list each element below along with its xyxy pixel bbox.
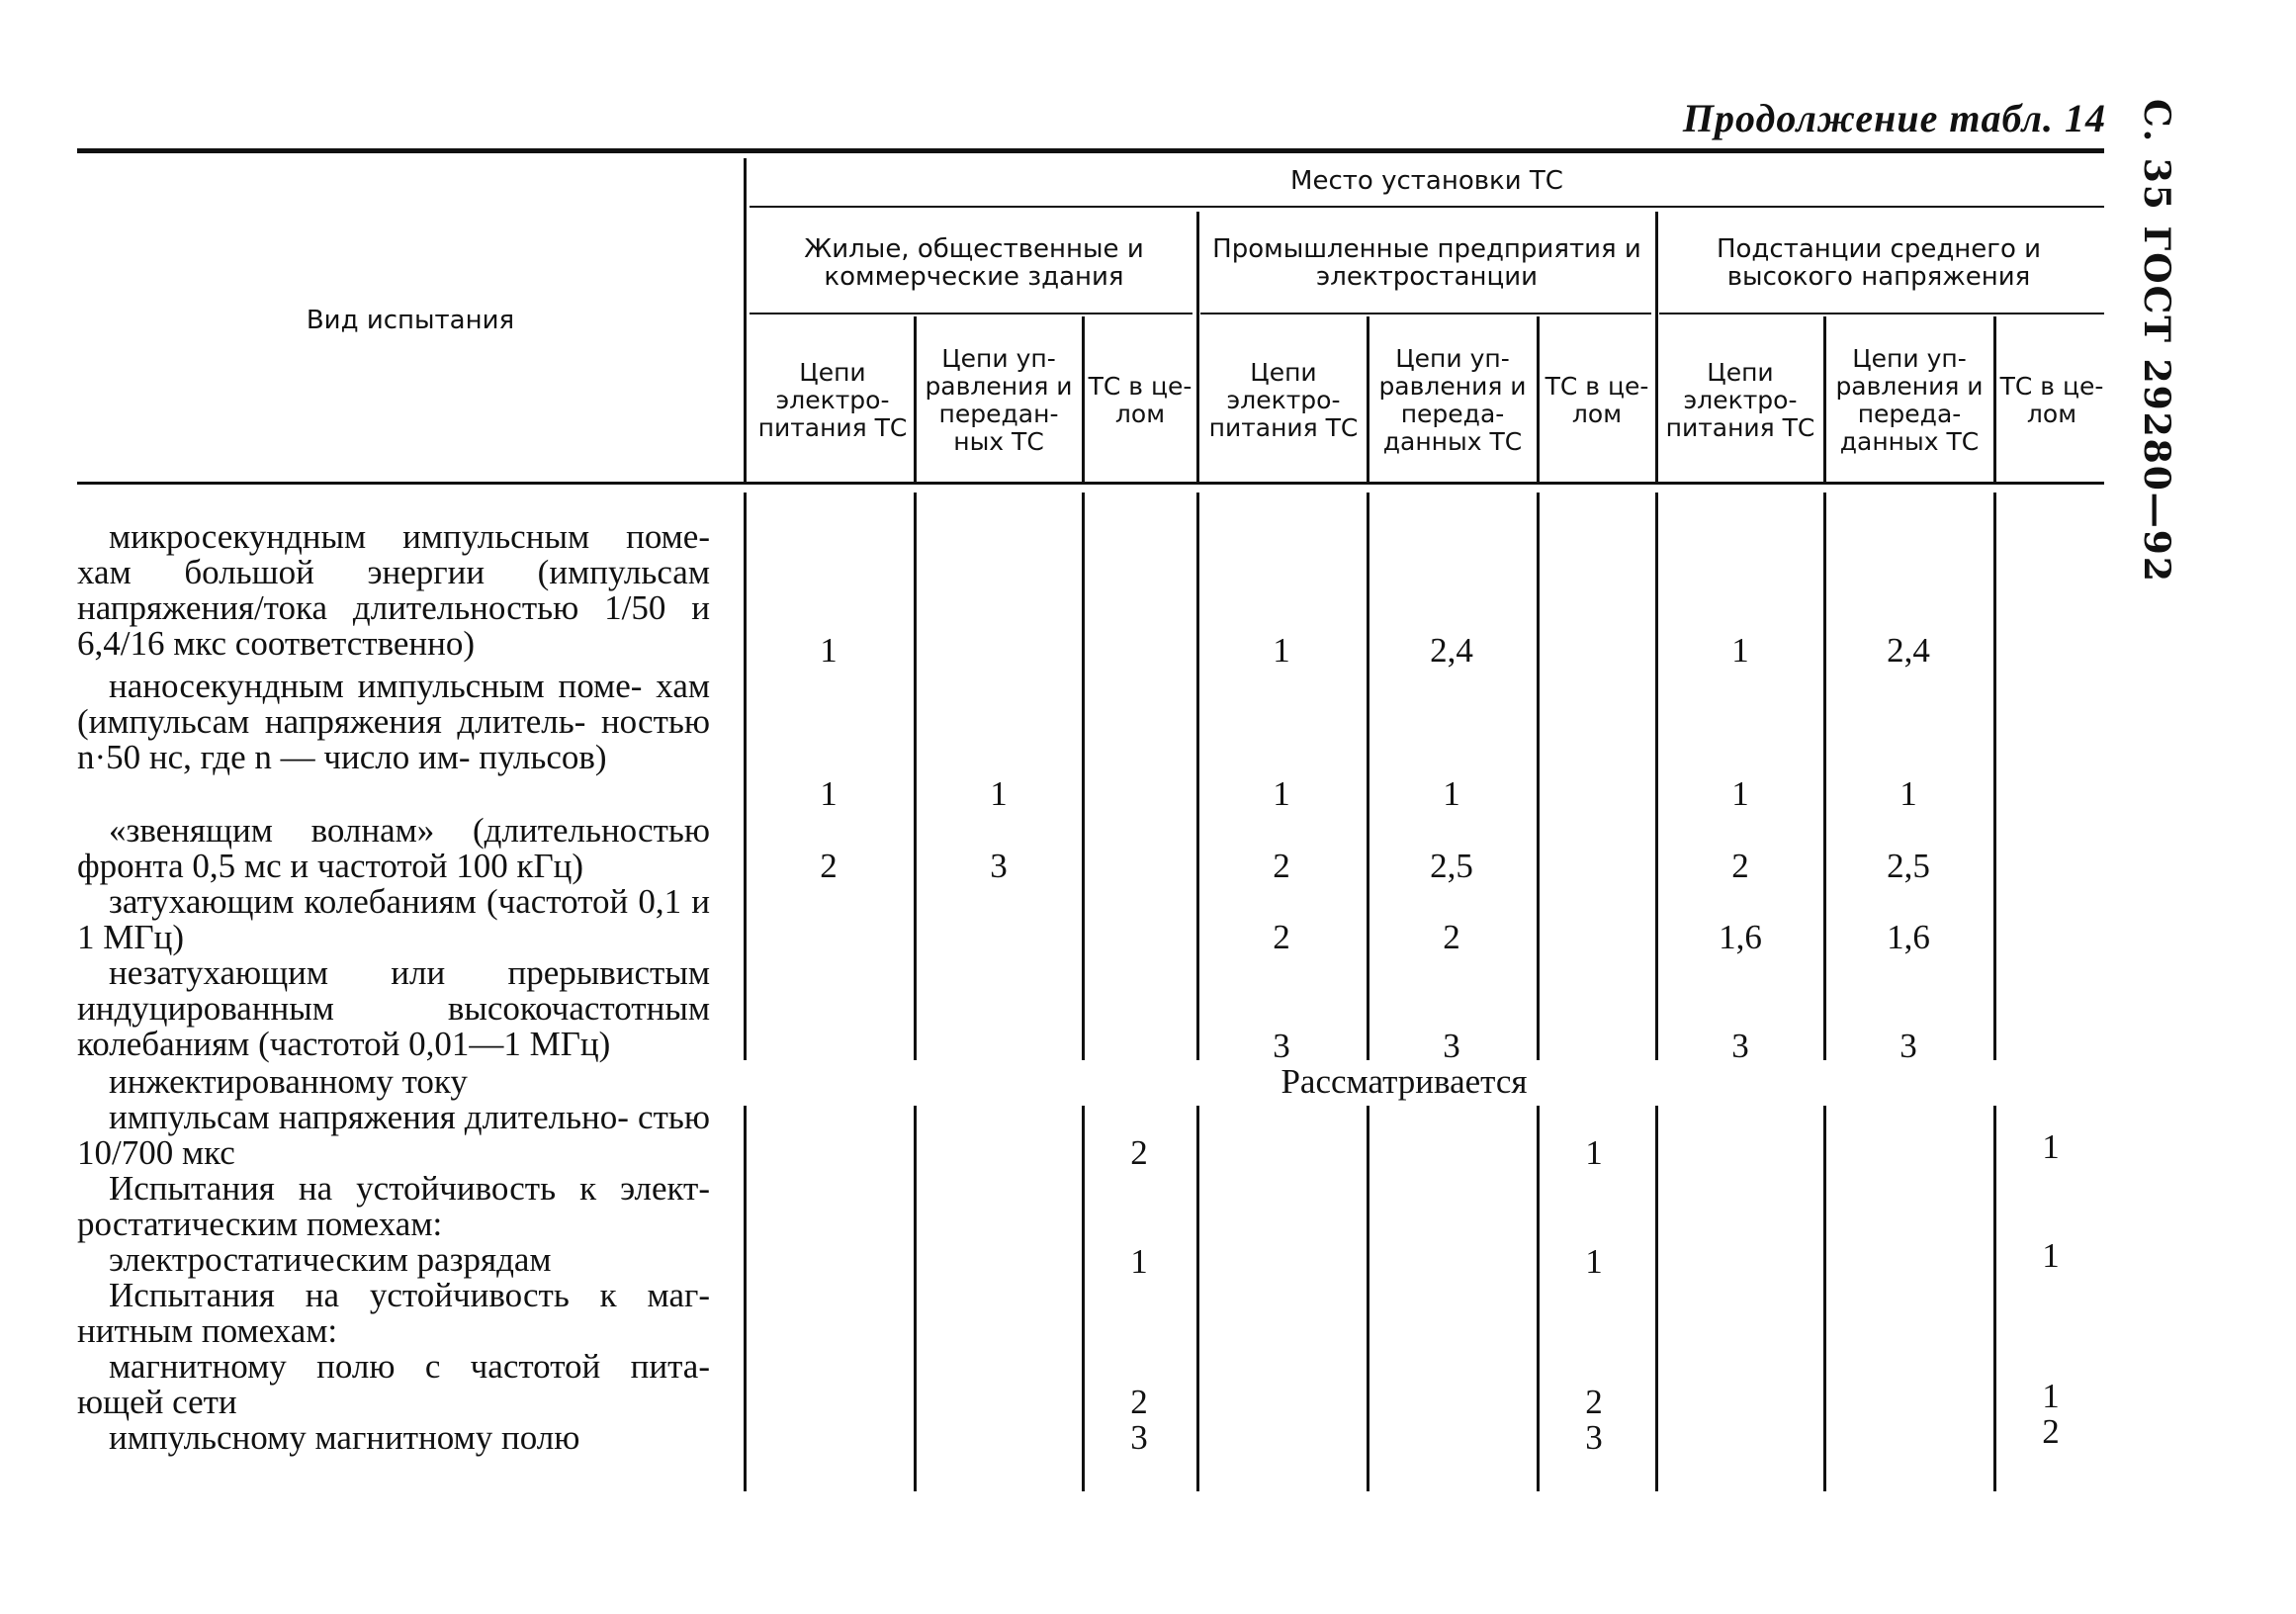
header-vline bbox=[1655, 212, 1658, 482]
table-row-label: инжектированному току bbox=[109, 1062, 468, 1101]
body-vline bbox=[1367, 1106, 1369, 1491]
header-vline bbox=[744, 158, 747, 482]
header-vline bbox=[1367, 316, 1369, 482]
table-cell: 1,6 bbox=[1719, 918, 1762, 956]
table-cell: 1 bbox=[990, 774, 1008, 813]
header-bottom-rule bbox=[77, 482, 2104, 485]
table-row-label: магнитному полю с частотой пита- ющей сети bbox=[77, 1347, 710, 1421]
header-vline bbox=[1082, 316, 1085, 482]
table-row-note: Рассматривается bbox=[1280, 1062, 1528, 1101]
header-column: Цепи уп-равления и переда-данных ТС bbox=[1835, 344, 1984, 456]
header-vline bbox=[1823, 316, 1826, 482]
table-cell: 2 bbox=[1443, 918, 1460, 956]
table-row-label: импульсному магнитному полю bbox=[109, 1418, 580, 1457]
table-cell: 1 bbox=[1273, 774, 1290, 813]
table-cell: 3 bbox=[990, 847, 1008, 885]
table-row-label: затухающим колебаниям (частотой 0,1 и 1 МГц) bbox=[77, 882, 710, 956]
header-vline bbox=[1993, 316, 1996, 482]
table-cell: 3 bbox=[1130, 1418, 1148, 1457]
table-row-label: Испытания на устойчивость к элект- ростатическим помехам: bbox=[77, 1169, 710, 1243]
body-vline bbox=[1993, 493, 1996, 1060]
body-vline bbox=[1196, 493, 1199, 1060]
body-vline bbox=[1823, 1106, 1826, 1491]
table-cell: 2,5 bbox=[1430, 847, 1473, 885]
table-row-label: микросекундным импульсным поме- хам большой энергии (импульсам напряжения/тока длительностью 1/50 и 6,4/16 мкс соответственно) bbox=[77, 517, 710, 663]
table-cell: 3 bbox=[1443, 1027, 1460, 1065]
body-vline bbox=[914, 493, 917, 1060]
table-cell: 2,4 bbox=[1430, 631, 1473, 670]
body-vline bbox=[1823, 493, 1826, 1060]
header-column: Цепи электро-питания ТС bbox=[1208, 358, 1359, 442]
table-cell: 1 bbox=[820, 631, 838, 670]
table-row-label: Испытания на устойчивость к маг- нитным помехам: bbox=[77, 1276, 710, 1350]
header-column: Цепи уп-равления и переда-данных ТС bbox=[1378, 344, 1527, 456]
header-group-title: Жилые, общественные и коммерческие здания bbox=[804, 234, 1144, 292]
header-column: Цепи уп-равления и передан-ных ТС bbox=[925, 344, 1073, 456]
table-row-label: «звенящим волнам» (длительностью фронта 0,5 мс и частотой 100 кГц) bbox=[77, 811, 710, 885]
body-vline bbox=[914, 1106, 917, 1491]
table-cell: 2 bbox=[1273, 918, 1290, 956]
header-group-title: Подстанции среднего и высокого напряжения bbox=[1716, 234, 2042, 292]
body-vline bbox=[1655, 493, 1658, 1060]
table-cell: 1 bbox=[1899, 774, 1917, 813]
table-cell: 1 bbox=[1443, 774, 1460, 813]
table-cell: 1 bbox=[1130, 1242, 1148, 1281]
table-row-label: импульсам напряжения длительно- стью 10/700 мкс bbox=[77, 1098, 710, 1172]
page-side-label: С. 35 ГОСТ 29280—92 bbox=[2136, 99, 2177, 583]
table-cell: 3 bbox=[1731, 1027, 1749, 1065]
header-column: ТС в це-лом bbox=[1545, 372, 1649, 428]
header-divider-group-3 bbox=[1659, 313, 2104, 314]
table-row-label: наносекундным импульсным поме- хам (импульсам напряжения длитель- ностью n·50 нс, где n — число им- пульсов) bbox=[77, 667, 710, 776]
header-vline bbox=[1537, 316, 1540, 482]
body-vline bbox=[1367, 493, 1369, 1060]
table-cell: 1,6 bbox=[1887, 918, 1930, 956]
header-column: Цепи электро-питания ТС bbox=[757, 358, 908, 442]
body-vline bbox=[1082, 493, 1085, 1060]
table-cell: 2 bbox=[1731, 847, 1749, 885]
table-cell: 3 bbox=[1585, 1418, 1603, 1457]
header-divider-group-2 bbox=[1200, 313, 1651, 314]
table-cell: 1 bbox=[2042, 1236, 2060, 1275]
body-vline bbox=[744, 1106, 747, 1491]
table-caption: Продолжение табл. 14 bbox=[1682, 96, 2106, 140]
table-cell: 1 bbox=[1731, 774, 1749, 813]
header-group-title: Промышленные предприятия и электростанции bbox=[1212, 234, 1641, 292]
table-cell: 1 bbox=[1273, 631, 1290, 670]
header-vline bbox=[1196, 212, 1199, 482]
header-column: ТС в це-лом bbox=[1088, 372, 1192, 428]
body-vline bbox=[744, 493, 747, 1060]
header-divider-group-1 bbox=[750, 313, 1192, 314]
table-cell: 2 bbox=[2042, 1412, 2060, 1451]
header-column: ТС в це-лом bbox=[1999, 372, 2104, 428]
header-column: Цепи электро-питания ТС bbox=[1665, 358, 1815, 442]
table-cell: 2,4 bbox=[1887, 631, 1930, 670]
table-cell: 3 bbox=[1273, 1027, 1290, 1065]
header-vline bbox=[914, 316, 917, 482]
table-row-label: электростатическим разрядам bbox=[109, 1240, 552, 1279]
body-vline bbox=[1537, 493, 1540, 1060]
table-cell: 2 bbox=[820, 847, 838, 885]
table-cell: 3 bbox=[1899, 1027, 1917, 1065]
table-cell: 2 bbox=[1130, 1133, 1148, 1172]
table-row-label: незатухающим или прерывистым индуцированным высокочастотным колебаниям (частотой 0,01—1 МГц) bbox=[77, 953, 710, 1063]
table-cell: 2 bbox=[1273, 847, 1290, 885]
header-location: Место установки ТС bbox=[1290, 166, 1563, 196]
table-cell: 1 bbox=[1585, 1133, 1603, 1172]
table-cell: 2,5 bbox=[1887, 847, 1930, 885]
header-divider-location bbox=[750, 206, 2104, 208]
table-top-rule bbox=[77, 148, 2104, 153]
table-cell: 1 bbox=[1585, 1242, 1603, 1281]
table-cell: 1 bbox=[2042, 1127, 2060, 1166]
header-first-column: Вид испытания bbox=[306, 305, 515, 335]
table-cell: 2 bbox=[1130, 1383, 1148, 1421]
table-cell: 1 bbox=[2042, 1377, 2060, 1415]
table-cell: 1 bbox=[820, 774, 838, 813]
table-cell: 2 bbox=[1585, 1383, 1603, 1421]
table-cell: 1 bbox=[1731, 631, 1749, 670]
